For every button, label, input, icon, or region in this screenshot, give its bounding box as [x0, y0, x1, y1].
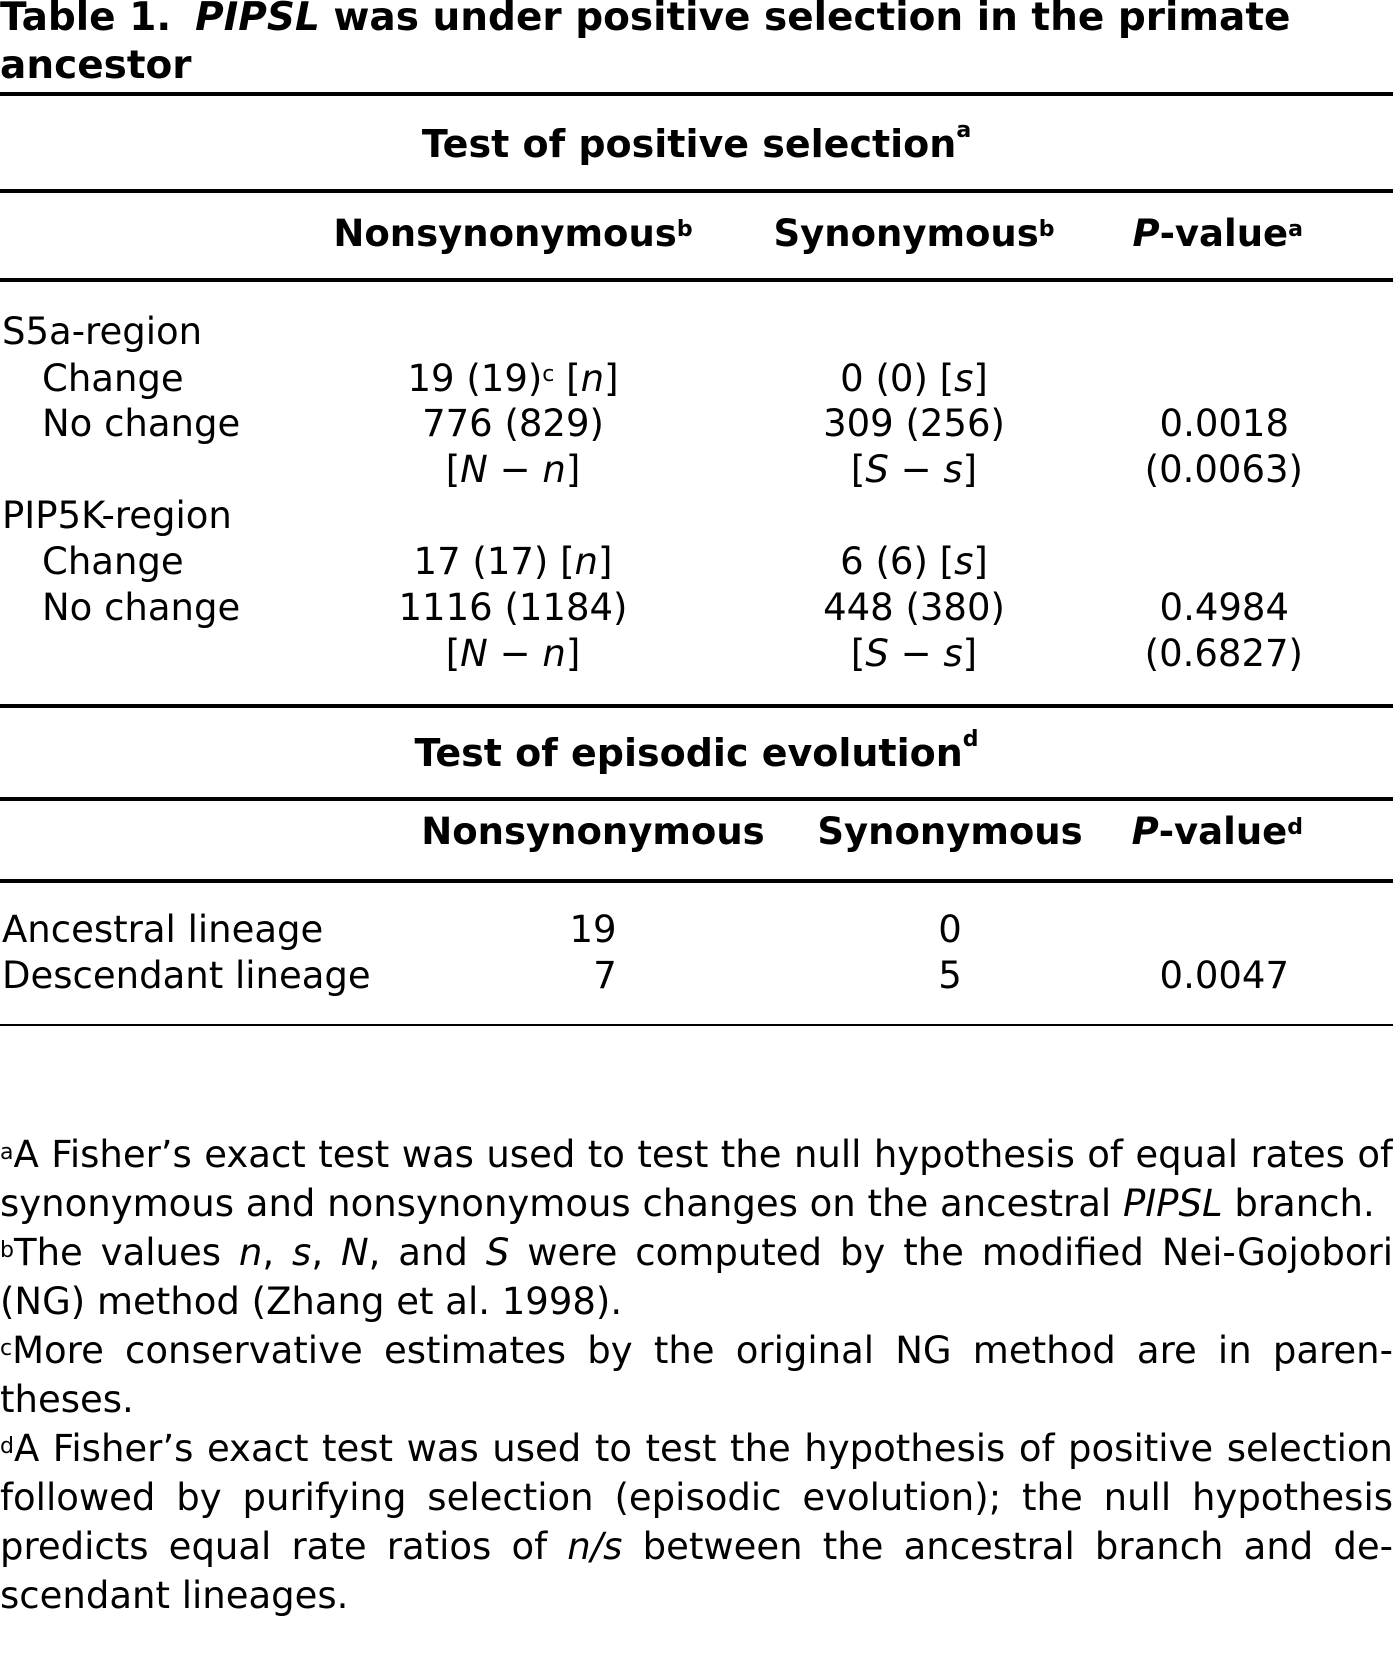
- col-header-pvalue: P-value$^d$: [1131, 810, 1303, 853]
- col-header-nonsynonymous: Nonsynonymous$^b$: [333, 212, 693, 255]
- rule: [0, 189, 1393, 193]
- group-label: S5a-region: [2, 310, 203, 353]
- pvalue-cell: 0.0047: [1159, 954, 1289, 997]
- table-title: [0, 0, 1393, 90]
- row-label: Ancestral lineage: [2, 908, 324, 951]
- footnote-a: $^a$A Fisher’s exact test was used to test the null hypothesis of equal rates of synonymous and nonsynonymous changes on the ancestral PIPSL branch.: [0, 1133, 1393, 1225]
- rule: [0, 704, 1393, 708]
- episodic-evolution-heading: Test of episodic evolution$^d$: [414, 727, 979, 775]
- table-cell: 776 (829): [422, 402, 604, 445]
- pvalue-cell: 0.4984: [1159, 586, 1289, 629]
- footnote-c: $^c$More conservative estimates by the original NG method are in paren-theses.: [0, 1329, 1393, 1421]
- pvalue-cell: 0.0018: [1159, 402, 1289, 445]
- table-cell: 7: [593, 954, 617, 997]
- table-cell: [N − n]: [445, 448, 581, 491]
- table-cell: 448 (380): [823, 586, 1005, 629]
- footnote-d: $^d$A Fisher’s exact test was used to test the hypothesis of positive selection followed by purifying selection (episodic evolution); the null hypothesis predicts equal rate ratios of n/s between the ancestral branch and de-scendant lineages.: [0, 1427, 1393, 1617]
- row-label: No change: [42, 402, 241, 445]
- footnote-b: $^b$The values n, s, N, and S were computed by the modified Nei-Gojobori (NG) method (Zhang et al. 1998).: [0, 1231, 1393, 1323]
- col-header-nonsynonymous: Nonsynonymous: [421, 810, 765, 853]
- title-text: was under positive selection in the primate ancestor: [0, 0, 1291, 88]
- pvalue-cell: (0.6827): [1144, 632, 1303, 675]
- rule: [0, 797, 1393, 801]
- top-rule: [0, 92, 1393, 96]
- footnotes: [0, 1130, 1393, 1620]
- table-cell: 17 (17) [n]: [413, 540, 613, 583]
- pvalue-cell: (0.0063): [1144, 448, 1303, 491]
- table-cell: 5: [938, 954, 962, 997]
- col-header-synonymous: Synonymous: [817, 810, 1083, 853]
- table-number: Table 1.: [0, 0, 172, 40]
- table-cell: 19 $(19)^c$ [n]: [407, 357, 619, 400]
- table-cell: 0: [938, 908, 962, 951]
- group-label: PIP5K-region: [2, 494, 232, 537]
- col-header-synonymous: Synonymous$^b$: [773, 212, 1055, 255]
- row-label: Descendant lineage: [2, 954, 371, 997]
- table-cell: 1116 (1184): [398, 586, 628, 629]
- table-cell: [S − s]: [850, 448, 978, 491]
- positive-selection-heading: Test of positive selection$^a$: [421, 118, 972, 166]
- table-cell: 0 (0) [s]: [840, 357, 988, 400]
- rule: [0, 879, 1393, 883]
- row-label: No change: [42, 586, 241, 629]
- row-label: Change: [42, 540, 184, 583]
- row-label: Change: [42, 357, 184, 400]
- table-cell: [S − s]: [850, 632, 978, 675]
- table-cell: [N − n]: [445, 632, 581, 675]
- table-cell: 309 (256): [823, 402, 1005, 445]
- table-cell: 6 (6) [s]: [840, 540, 988, 583]
- table-cell: 19: [569, 908, 617, 951]
- rule: [0, 278, 1393, 282]
- gene-name: PIPSL: [195, 0, 320, 40]
- col-header-pvalue: P-value$^a$: [1132, 212, 1303, 255]
- bottom-rule: [0, 1024, 1393, 1026]
